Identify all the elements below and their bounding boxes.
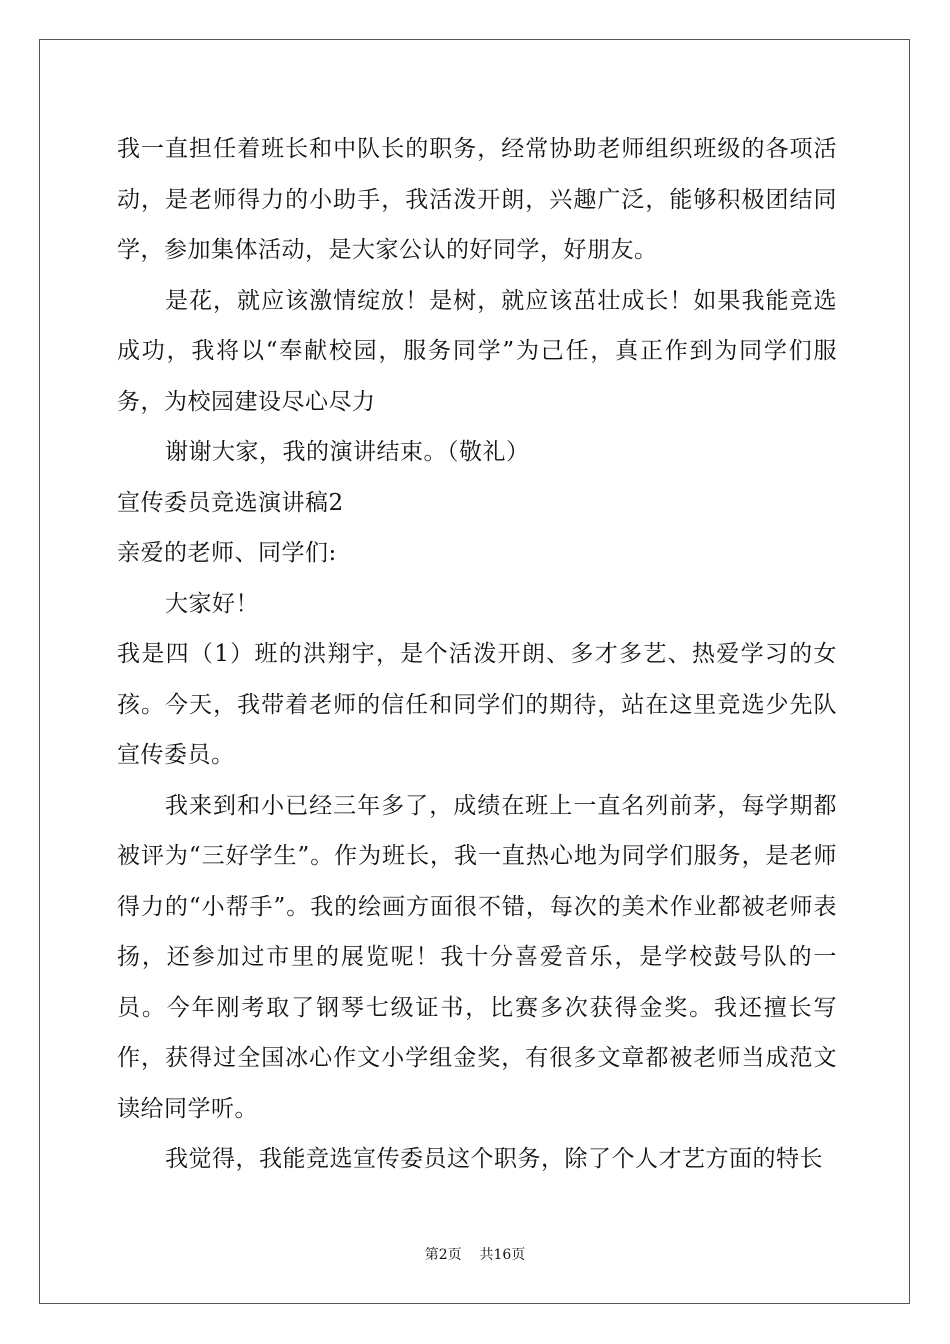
salutation: 亲爱的老师、同学们: bbox=[117, 540, 337, 566]
paragraph-3: 谢谢大家，我的演讲结束。（敬礼） bbox=[165, 439, 530, 465]
paragraph-6: 我觉得，我能竞选宣传委员这个职务，除了个人才艺方面的特长 bbox=[165, 1146, 823, 1172]
greeting: 大家好！ bbox=[165, 590, 259, 617]
paragraph-4: 我是四（1）班的洪翔宇，是个活泼开朗、多才多艺、热爱学习的女孩。今天，我带着老师的信任和同学们的期待，站在这里竞选少先队宣传委员。 bbox=[117, 641, 837, 768]
footer-page-unit: 页 bbox=[447, 1247, 462, 1263]
footer-total-label: 共 bbox=[479, 1247, 494, 1263]
paragraph-2: 是花，就应该激情绽放！是树，就应该茁壮成长！如果我能竞选成功，我将以“奉献校园，服务同学”为己任，真正作到为同学们服务，为校园建设尽心尽力 bbox=[117, 287, 837, 415]
footer-page-number: 2 bbox=[438, 1247, 448, 1263]
section-title: 宣传委员竞选演讲稿2 bbox=[117, 489, 344, 516]
document-body bbox=[117, 124, 837, 1185]
page-footer bbox=[0, 1246, 950, 1264]
footer-total-unit: 页 bbox=[511, 1247, 526, 1263]
footer-total-pages: 16 bbox=[493, 1247, 512, 1263]
footer-page-label: 第 bbox=[424, 1247, 439, 1263]
paragraph-1: 我一直担任着班长和中队长的职务，经常协助老师组织班级的各项活动，是老师得力的小助手，我活泼开朗，兴趣广泛，能够积极团结同学，参加集体活动，是大家公认的好同学，好朋友。 bbox=[117, 136, 837, 263]
paragraph-5: 我来到和小已经三年多了，成绩在班上一直名列前茅，每学期都被评为“三好学生”。作为班长，我一直热心地为同学们服务，是老师得力的“小帮手”。我的绘画方面很不错，每次的美术作业都被老师表扬，还参加过市里的展览呢！我十分喜爱音乐，是学校鼓号队的一员。今年刚考取了钢琴七级证书，比赛多次获得金奖。我还擅长写作，获得过全国冰心作文小学组金奖，有很多文章都被老师当成范文读给同学听。 bbox=[117, 792, 837, 1122]
